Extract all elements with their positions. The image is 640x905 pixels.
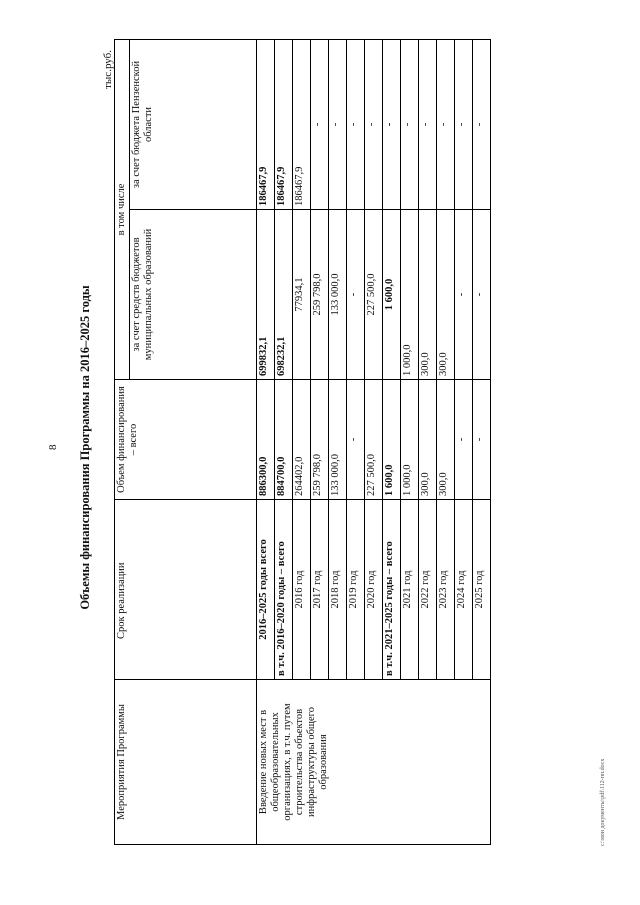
total-cell: 264402,0: [293, 380, 311, 500]
period-cell: 2019 год: [347, 500, 365, 680]
period-cell: 2024 год: [455, 500, 473, 680]
header-period: Срок реализации: [115, 500, 257, 680]
period-cell: 2017 год: [311, 500, 329, 680]
regional-cell: -: [473, 39, 491, 209]
regional-cell: -: [419, 39, 437, 209]
regional-cell: -: [455, 39, 473, 209]
municipal-cell: 133 000,0: [329, 210, 347, 380]
header-total: Объем финансирования – всего: [115, 380, 257, 500]
period-cell: в т.ч. 2021–2025 годы – всего: [383, 500, 401, 680]
period-cell: 2025 год: [473, 500, 491, 680]
municipal-cell: -: [473, 210, 491, 380]
total-cell: 300,0: [437, 380, 455, 500]
total-cell: -: [455, 380, 473, 500]
period-cell: в т.ч. 2016–2020 годы – всего: [275, 500, 293, 680]
period-cell: 2021 год: [401, 500, 419, 680]
period-cell: 2020 год: [365, 500, 383, 680]
regional-cell: -: [437, 39, 455, 209]
municipal-cell: 1 000,0: [401, 210, 419, 380]
total-cell: 1 000,0: [401, 380, 419, 500]
municipal-cell: 300,0: [419, 210, 437, 380]
total-cell: 227 500,0: [365, 380, 383, 500]
financing-table: [114, 39, 491, 845]
document-title: Объемы финансирования Программы на 2016–2025 годы: [78, 285, 92, 610]
municipal-cell: 77934,1: [293, 210, 311, 380]
table-body: [257, 39, 491, 844]
header-measures: Мероприятия Программы: [115, 680, 257, 845]
total-cell: 1 600,0: [383, 380, 401, 500]
header-row-1: [115, 39, 130, 844]
period-cell: 2016–2025 годы всего: [257, 500, 275, 680]
regional-cell: -: [383, 39, 401, 209]
total-cell: 886300,0: [257, 380, 275, 500]
total-cell: 884700,0: [275, 380, 293, 500]
measure-name-cell: Введение новых мест в общеобразовательных организациях, в т.ч. путем строительства объектов инфраструктуры общего образования: [257, 680, 491, 845]
period-cell: 2018 год: [329, 500, 347, 680]
period-cell: 2016 год: [293, 500, 311, 680]
municipal-cell: 698232,1: [275, 210, 293, 380]
header-including: в том числе: [115, 39, 130, 379]
municipal-cell: 699832,1: [257, 210, 275, 380]
page-number: 8: [47, 444, 59, 450]
regional-cell: -: [401, 39, 419, 209]
total-cell: 133 000,0: [329, 380, 347, 500]
municipal-cell: -: [347, 210, 365, 380]
municipal-cell: 300,0: [437, 210, 455, 380]
total-cell: 300,0: [419, 380, 437, 500]
total-cell: -: [473, 380, 491, 500]
total-cell: 259 798,0: [311, 380, 329, 500]
header-municipal: за счет средств бюджетов муниципальных образований: [130, 210, 257, 380]
table-row: [257, 39, 275, 844]
regional-cell: 186467,9: [293, 39, 311, 209]
rotated-content: [76, 50, 485, 845]
unit-label: тыс.руб.: [102, 50, 114, 89]
regional-cell: 186467,9: [275, 39, 293, 209]
municipal-cell: 1 600,0: [383, 210, 401, 380]
municipal-cell: 227 500,0: [365, 210, 383, 380]
file-path-footer: c:\мои документы\pdf\112-пп.docx: [600, 758, 606, 846]
header-regional: за счет бюджета Пензенской области: [130, 39, 257, 209]
period-cell: 2023 год: [437, 500, 455, 680]
regional-cell: -: [311, 39, 329, 209]
municipal-cell: -: [455, 210, 473, 380]
regional-cell: -: [329, 39, 347, 209]
period-cell: 2022 год: [419, 500, 437, 680]
total-cell: -: [347, 380, 365, 500]
regional-cell: 186467,9: [257, 39, 275, 209]
municipal-cell: 259 798,0: [311, 210, 329, 380]
regional-cell: -: [347, 39, 365, 209]
regional-cell: -: [365, 39, 383, 209]
